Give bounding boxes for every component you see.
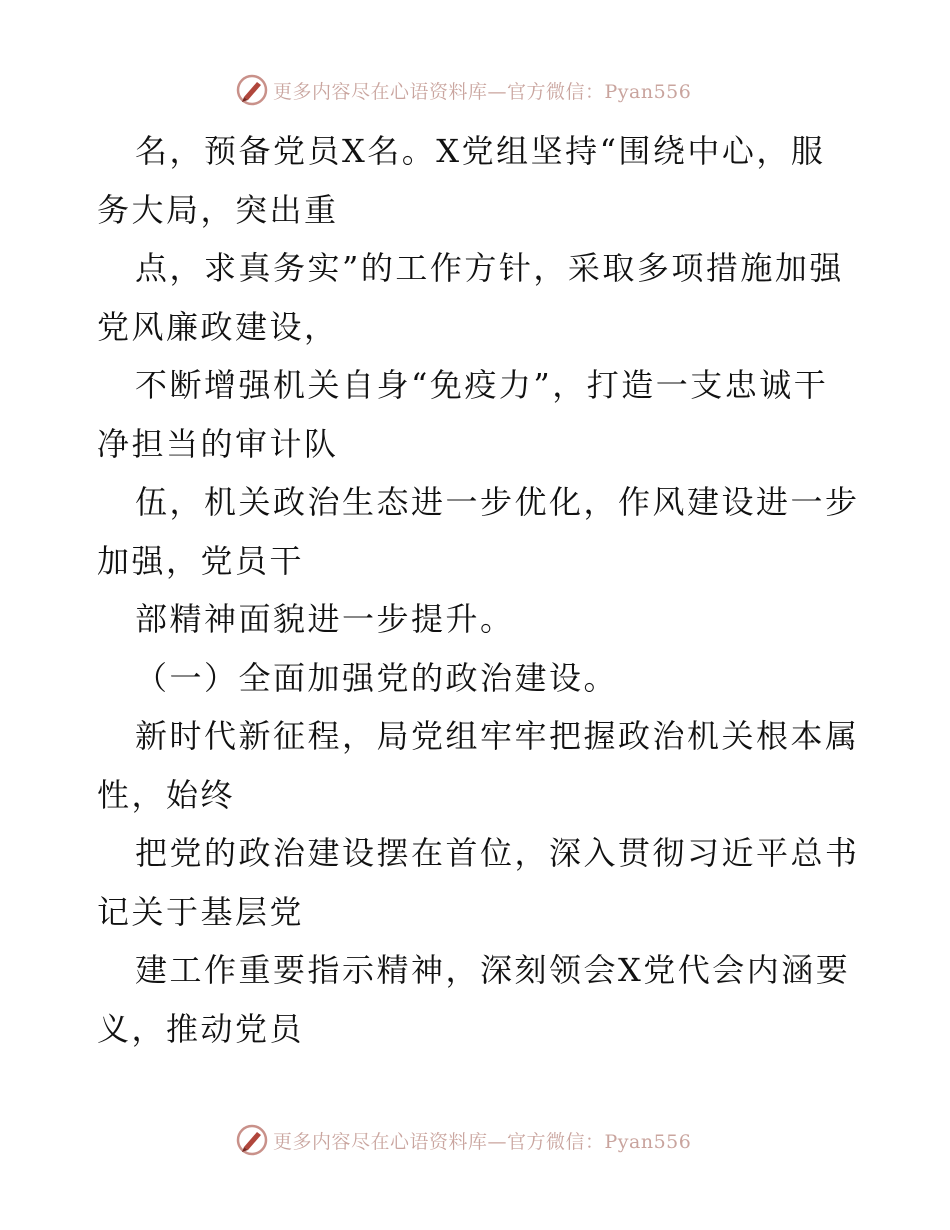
pen-logo-icon [235, 73, 269, 107]
section-heading: （一）全面加强党的政治建设。 [135, 658, 619, 697]
paragraph-line: 建工作重要指示精神，深刻领会X党代会内涵要 [135, 951, 851, 989]
paragraph-line: 把党的政治建设摆在首位，深入贯彻习近平总书 [135, 834, 860, 872]
watermark-text: 更多内容尽在心语资料库—官方微信：Pyan556 [273, 80, 692, 103]
paragraph-line: 务大局，突出重 [97, 190, 339, 229]
paragraph-line: 新时代新征程，局党组牢牢把握政治机关根本属 [135, 717, 860, 755]
paragraph-line: 党风廉政建设， [97, 307, 339, 346]
paragraph-line: 点，求真务实”的工作方针，采取多项措施加强 [135, 249, 844, 287]
paragraph-line: 义，推动党员 [97, 1009, 305, 1048]
paragraph-line: 伍，机关政治生态进一步优化，作风建设进一步 [135, 483, 860, 521]
paragraph-line: 记关于基层党 [97, 892, 305, 931]
paragraph-line: 加强，党员干 [97, 541, 305, 580]
header-watermark [235, 72, 691, 108]
footer-watermark [235, 1122, 691, 1158]
watermark-text: 更多内容尽在心语资料库—官方微信：Pyan556 [273, 1130, 692, 1153]
paragraph-line: 不断增强机关自身“免疫力”，打造一支忠诚干 [135, 366, 829, 404]
paragraph-line: 净担当的审计队 [97, 424, 339, 463]
paragraph-line: 部精神面貌进一步提升。 [135, 600, 515, 638]
pen-logo-icon [235, 1123, 269, 1157]
paragraph-line: 性，始终 [97, 775, 236, 814]
paragraph-line: 名，预备党员X名。X党组坚持“围绕中心，服 [135, 132, 826, 170]
body-text [97, 122, 860, 1058]
